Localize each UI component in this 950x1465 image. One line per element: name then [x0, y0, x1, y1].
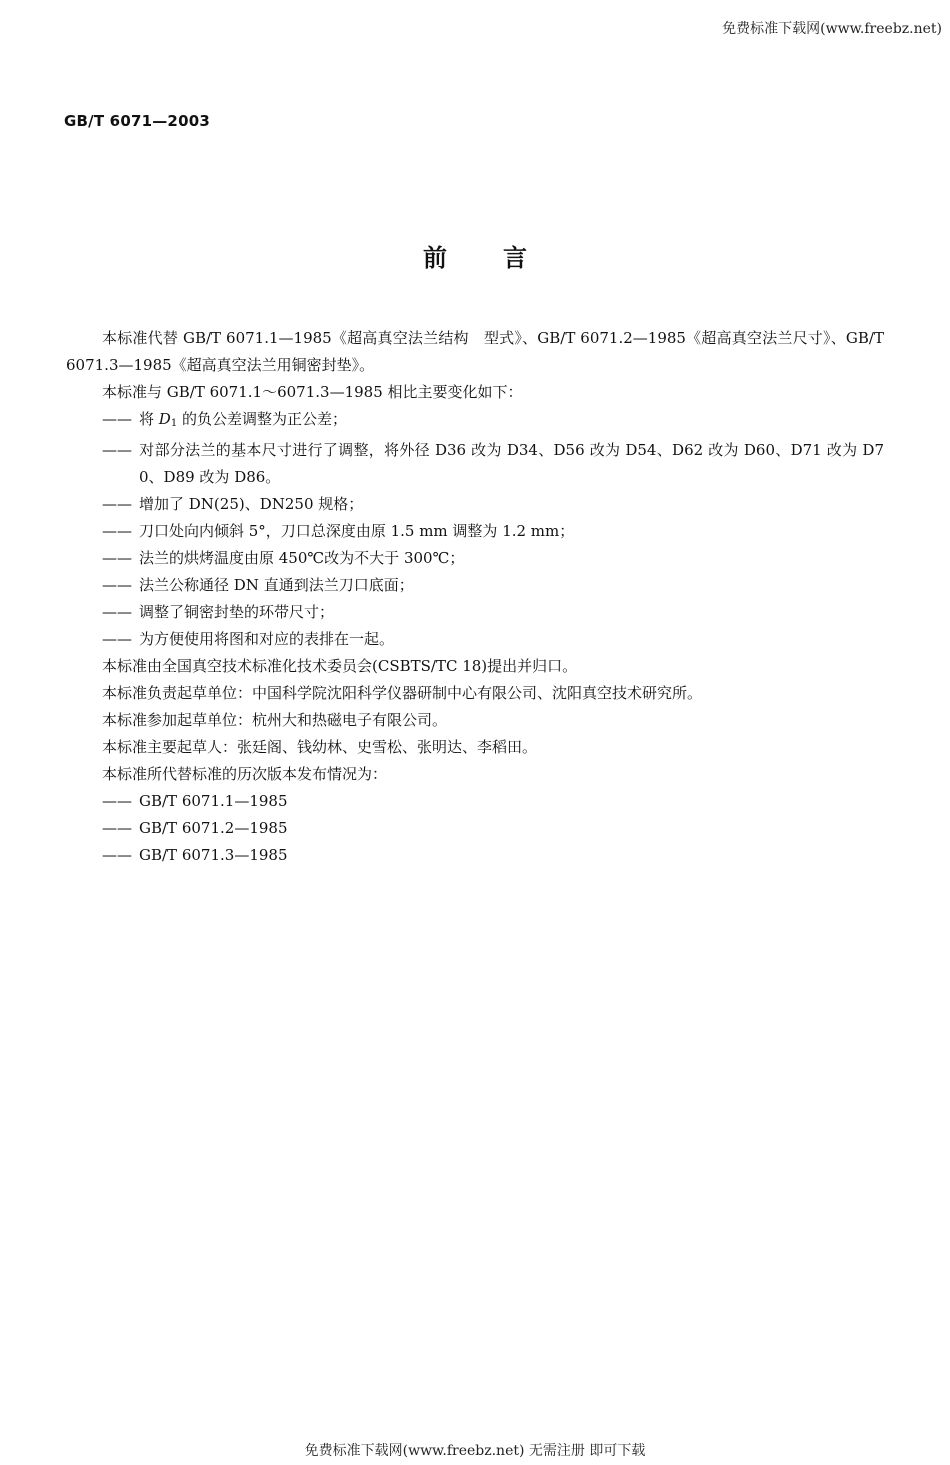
change-6-text: 法兰公称通径 DN 直通到法兰刀口底面； [139, 576, 414, 594]
dash-mark: —— [102, 441, 132, 459]
change-item-5 [66, 545, 884, 572]
change-8-text: 为方便使用将图和对应的表排在一起。 [139, 630, 395, 648]
dash-mark: —— [102, 603, 132, 621]
history-3-text: GB/T 6071.3—1985 [139, 846, 288, 864]
change-2-text: 对部分法兰的基本尺寸进行了调整，将外径 D36 改为 D34、D56 改为 D54、D62 改为 D60、D71 改为 D70、D89 改为 D86。 [139, 441, 884, 486]
dash-mark: —— [102, 630, 132, 648]
change-3-text: 增加了 DN(25)、DN250 规格； [139, 495, 364, 513]
paragraph-drafting-participant: 本标准参加起草单位：杭州大和热磁电子有限公司。 [102, 711, 448, 729]
change-1-subscript: 1 [170, 418, 178, 429]
paragraph-proposed-by: 本标准由全国真空技术标准化技术委员会(CSBTS/TC 18)提出并归口。 [102, 657, 578, 675]
dash-mark: —— [102, 576, 132, 594]
change-5-text: 法兰的烘烤温度由原 450℃改为不大于 300℃； [139, 549, 465, 567]
history-2-text: GB/T 6071.2—1985 [139, 819, 288, 837]
paragraph-drafting-lead: 本标准负责起草单位：中国科学院沈阳科学仪器研制中心有限公司、沈阳真空技术研究所。 [102, 684, 703, 702]
page-title: 前言 [423, 244, 583, 272]
change-item-2 [66, 437, 884, 491]
change-item-6 [66, 572, 884, 599]
change-1-pre: 将 [139, 410, 159, 428]
standard-code: GB/T 6071—2003 [64, 112, 210, 130]
watermark-bottom: 免费标准下载网(www.freebz.net) 无需注册 即可下载 [304, 1443, 646, 1459]
change-item-4 [66, 518, 884, 545]
dash-mark: —— [102, 846, 132, 864]
change-item-8 [66, 626, 884, 653]
change-4-text: 刀口处向内倾斜 5°，刀口总深度由原 1.5 mm 调整为 1.2 mm； [139, 522, 575, 540]
paragraph-history-intro: 本标准所代替标准的历次版本发布情况为： [102, 765, 388, 783]
change-1-symbol: D [158, 410, 171, 428]
history-item-1 [66, 788, 884, 815]
dash-mark: —— [102, 792, 132, 810]
watermark-top: 免费标准下载网(www.freebz.net) [722, 21, 942, 37]
change-1-post: 的负公差调整为正公差； [177, 410, 347, 428]
dash-mark: —— [102, 549, 132, 567]
paragraph-replaces: 本标准代替 GB/T 6071.1—1985《超高真空法兰结构 型式》、GB/T 6071.2—1985《超高真空法兰尺寸》、GB/T 6071.3—1985《超高真空法兰用铜密封垫》。 [66, 329, 884, 374]
history-item-2 [66, 815, 884, 842]
paragraph-drafters: 本标准主要起草人：张廷阁、钱幼林、史雪松、张明达、李稻田。 [102, 738, 538, 756]
history-1-text: GB/T 6071.1—1985 [139, 792, 288, 810]
dash-mark: —— [102, 522, 132, 540]
change-item-1 [66, 406, 884, 437]
change-item-3 [66, 491, 884, 518]
history-item-3 [66, 842, 884, 869]
change-7-text: 调整了铜密封垫的环带尺寸； [139, 603, 335, 621]
dash-mark: —— [102, 495, 132, 513]
change-item-7 [66, 599, 884, 626]
dash-mark: —— [102, 819, 132, 837]
paragraph-changes-intro: 本标准与 GB/T 6071.1～6071.3—1985 相比主要变化如下： [102, 383, 523, 401]
foreword-body [66, 325, 884, 869]
dash-mark: —— [102, 410, 132, 428]
